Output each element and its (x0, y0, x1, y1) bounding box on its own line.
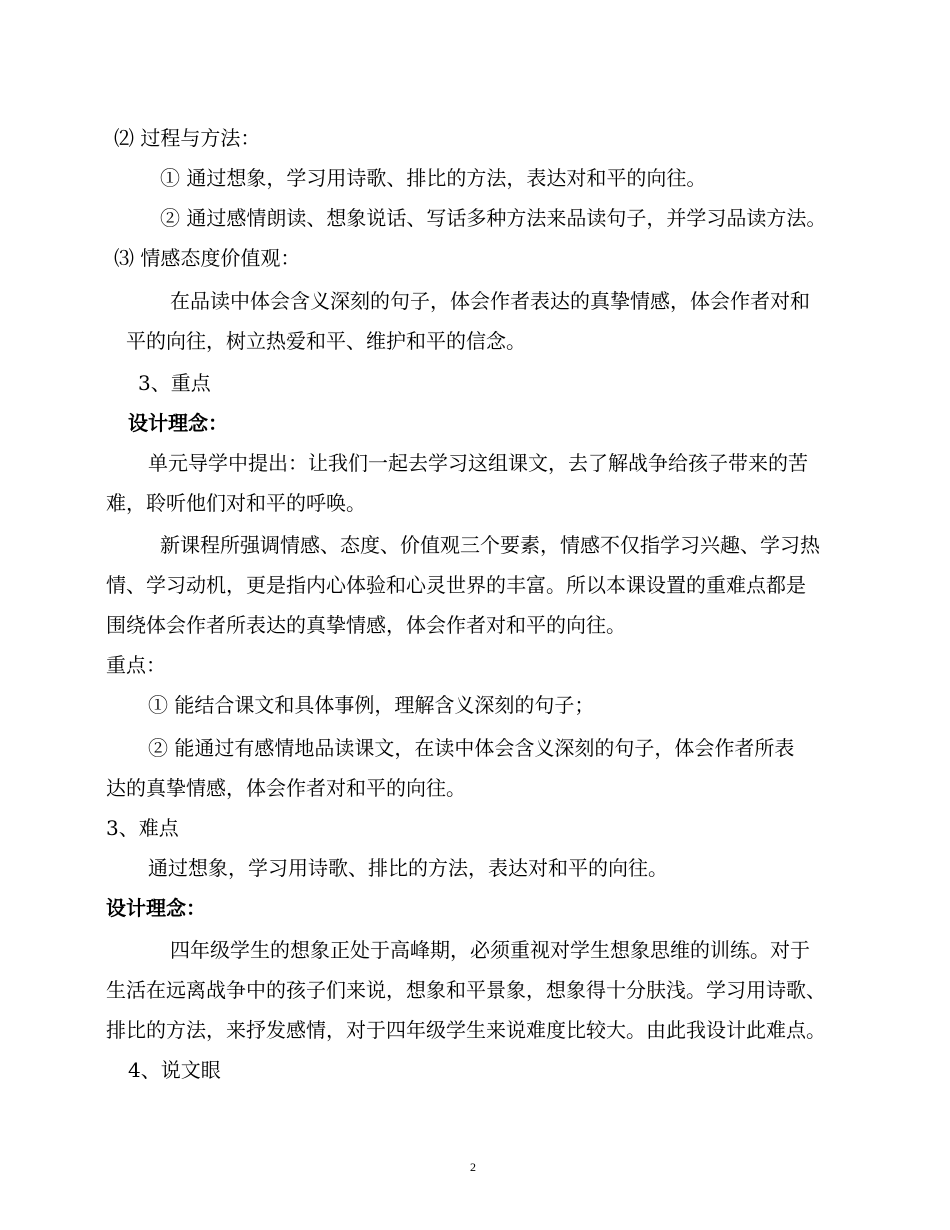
line-process-item-2: ② 通过感情朗读、想象说话、写话多种方法来品读句子，并学习品读方法。 (160, 206, 827, 230)
line-process-item-1: ① 通过想象，学习用诗歌、排比的方法，表达对和平的向往。 (160, 166, 707, 190)
heading-focus: 重点： (106, 653, 166, 677)
heading-text-eye: 4、说文眼 (128, 1058, 221, 1082)
focus-item-2b: 达的真挚情感，体会作者对和平的向往。 (106, 776, 466, 800)
focus-item-2a: ② 能通过有感情地品读课文，在读中体会含义深刻的句子，体会作者所表 (148, 736, 795, 760)
paragraph-unit-guide-2: 难，聆听他们对和平的呼唤。 (106, 491, 366, 515)
heading-design-concept-2: 设计理念： (106, 896, 206, 920)
paragraph-new-curriculum-3: 围绕体会作者所表达的真挚情感，体会作者对和平的向往。 (106, 613, 626, 637)
focus-item-1: ① 能结合课文和具体事例，理解含义深刻的句子； (148, 693, 595, 717)
difficulty-text: 通过想象，学习用诗歌、排比的方法，表达对和平的向往。 (148, 856, 668, 880)
heading-design-concept-1: 设计理念： (128, 411, 228, 435)
paragraph-unit-guide-1: 单元导学中提出：让我们一起去学习这组课文，去了解战争给孩子带来的苦 (148, 451, 808, 475)
heading-difficulty: 3、难点 (106, 816, 179, 840)
paragraph-grade4-3: 排比的方法，来抒发感情，对于四年级学生来说难度比较大。由此我设计此难点。 (106, 1018, 826, 1042)
line-emotion-values: ⑶ 情感态度价值观： (114, 246, 301, 270)
paragraph-grade4-1: 四年级学生的想象正处于高峰期，必须重视对学生想象思维的训练。对于 (170, 938, 810, 962)
line-emotion-text-1: 在品读中体会含义深刻的句子，体会作者表达的真挚情感，体会作者对和 (170, 289, 810, 313)
paragraph-new-curriculum-1: 新课程所强调情感、态度、价值观三个要素，情感不仅指学习兴趣、学习热 (160, 533, 820, 557)
paragraph-new-curriculum-2: 情、学习动机，更是指内心体验和心灵世界的丰富。所以本课设置的重难点都是 (106, 573, 806, 597)
paragraph-grade4-2: 生活在远离战争中的孩子们来说，想象和平景象，想象得十分肤浅。学习用诗歌、 (106, 978, 826, 1002)
heading-key-points: 3、重点 (138, 371, 211, 395)
line-emotion-text-2: 平的向往，树立热爱和平、维护和平的信念。 (126, 329, 526, 353)
line-process-method: ⑵ 过程与方法： (114, 126, 261, 150)
page-number: 2 (470, 1160, 476, 1174)
